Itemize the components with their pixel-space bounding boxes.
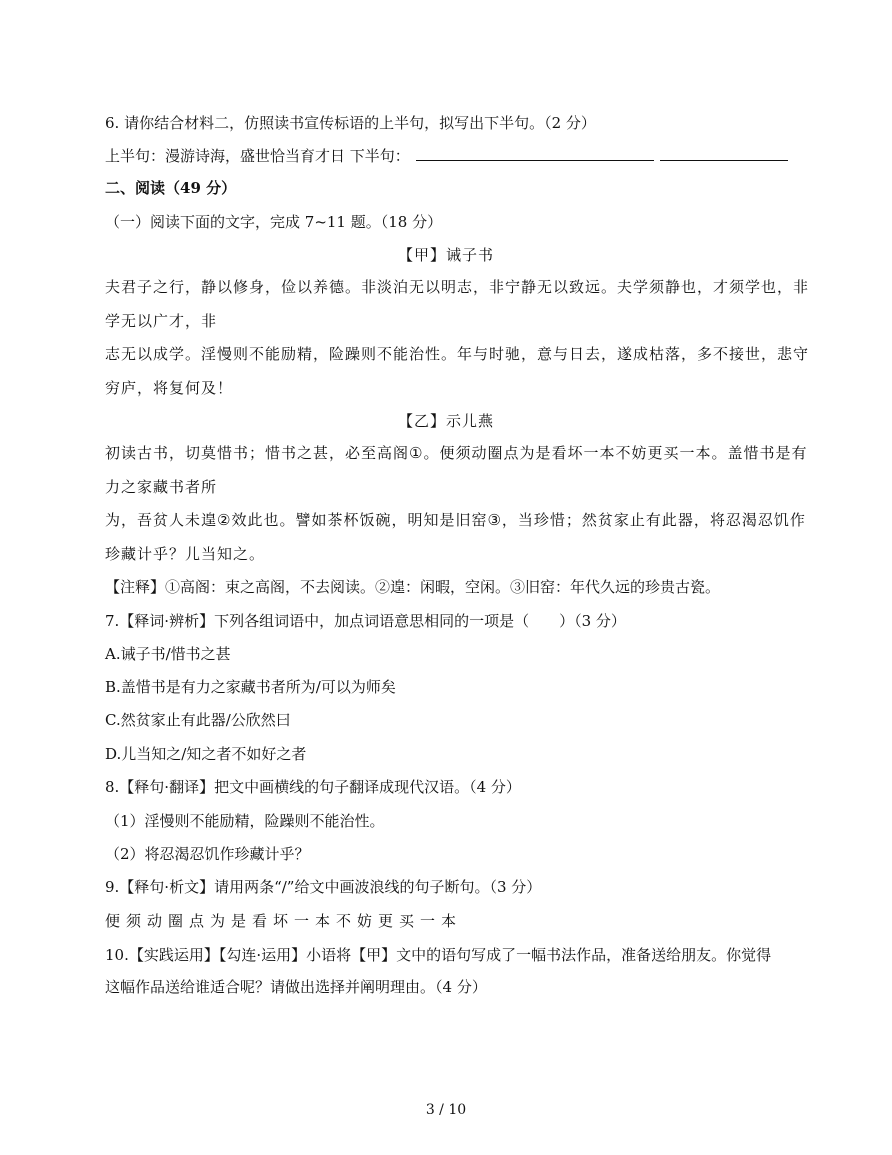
passage-a-line: 志无以成学。淫慢则不能励精，险躁则不能治性。年与时驰，意与日去，遂成枯落，多不接世，悲守 bbox=[105, 345, 810, 363]
q10-line: 这幅作品送给谁适合呢？请做出选择并阐明理由。（4 分） bbox=[105, 978, 487, 996]
passage-b-line: 力之家藏书者所 bbox=[105, 478, 218, 496]
answer-blank[interactable] bbox=[660, 146, 788, 161]
passage-b-title: 【乙】示儿燕 bbox=[397, 412, 494, 430]
q6-answer-label: 上半句：漫游诗海，盛世恰当育才日 下半句： bbox=[105, 147, 410, 165]
q10-line: 10.【实践运用】【勾连·运用】小语将【甲】文中的语句写成了一幅书法作品，准备送给朋友。你觉得 bbox=[105, 946, 772, 964]
passage-b-line: 珍藏计乎？儿当知之。 bbox=[105, 545, 266, 563]
q6-prompt: 6. 请你结合材料二，仿照读书宣传标语的上半句，拟写出下半句。（2 分） bbox=[105, 114, 596, 132]
section-intro: （一）阅读下面的文字，完成 7~11 题。（18 分） bbox=[105, 213, 443, 231]
q9-prompt: 9.【释句·析文】请用两条“/”给文中画波浪线的句子断句。（3 分） bbox=[105, 878, 542, 896]
answer-blank[interactable] bbox=[416, 146, 654, 161]
q7-prompt: 7.【释词·辨析】下列各组词语中，加点词语意思相同的一项是（ ）（3 分） bbox=[105, 612, 626, 630]
q7-option-a: A.诫子书/惜书之甚 bbox=[105, 645, 231, 663]
q8-prompt: 8.【释句·翻译】把文中画横线的句子翻译成现代汉语。（4 分） bbox=[105, 778, 521, 796]
section-heading: 二、阅读（49 分） bbox=[105, 179, 237, 197]
q8-item: （2）将忍渴忍饥作珍藏计乎？ bbox=[105, 845, 310, 863]
q7-option-b: B.盖惜书是有力之家藏书者所为/可以为师矣 bbox=[105, 678, 396, 696]
annotation-note: 【注释】①高阁：束之高阁，不去阅读。②遑：闲暇，空闲。③旧窑：年代久远的珍贵古瓷。 bbox=[105, 578, 721, 596]
passage-a-line: 夫君子之行，静以修身，俭以养德。非淡泊无以明志，非宁静无以致远。夫学须静也，才须学也，非 bbox=[105, 278, 810, 296]
q6-answer-row bbox=[105, 145, 788, 167]
q9-sentence: 便须动圈点为是看坏一本不妨更买一本 bbox=[105, 912, 463, 930]
page-number: 3 / 10 bbox=[425, 1102, 467, 1118]
passage-a-title: 【甲】诫子书 bbox=[397, 246, 494, 264]
passage-b-line: 为，吾贫人未遑②效此也。譬如茶杯饭碗，明知是旧窑③，当珍惜；然贫家止有此器，将忍渴忍饥作 bbox=[105, 511, 806, 529]
passage-a-line: 穷庐，将复何及！ bbox=[105, 379, 234, 397]
q8-item: （1）淫慢则不能励精，险躁则不能治性。 bbox=[105, 812, 385, 830]
passage-a-line: 学无以广才，非 bbox=[105, 312, 218, 330]
passage-b-line: 初读古书，切莫惜书；惜书之甚，必至高阁①。便须动圈点为是看坏一本不妨更买一本。盖惜书是有 bbox=[105, 444, 808, 462]
q7-option-c: C.然贫家止有此器/公欣然曰 bbox=[105, 711, 291, 729]
q7-option-d: D.儿当知之/知之者不如好之者 bbox=[105, 745, 307, 763]
